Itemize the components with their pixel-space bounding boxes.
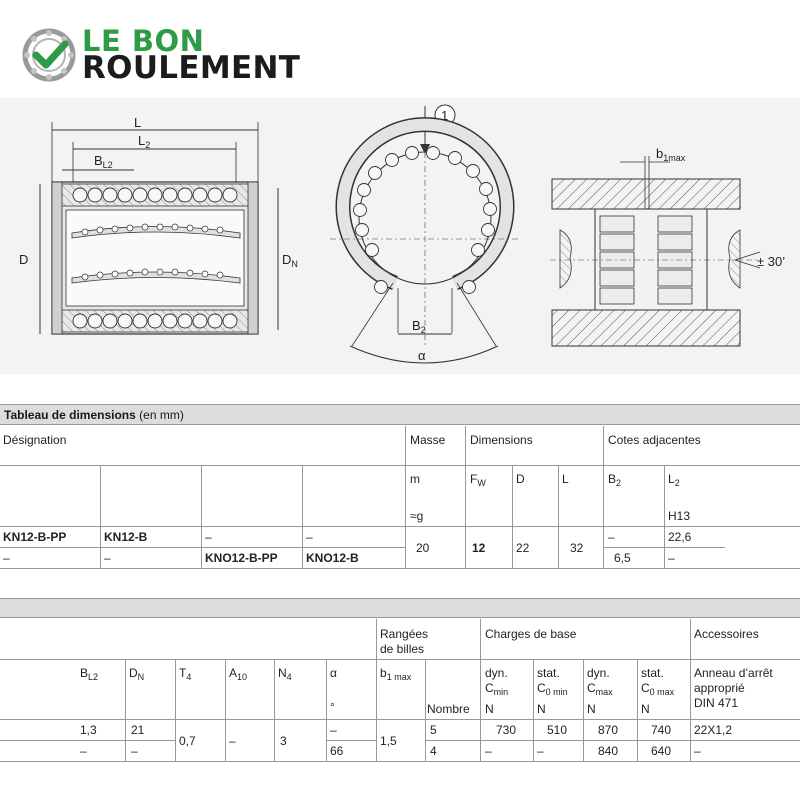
header-rangees: Rangées — [380, 627, 429, 641]
header-accessory-line1: Anneau d’arrêt — [694, 666, 773, 680]
logo-text-bottom: ROULEMENT — [82, 50, 301, 86]
l-value: 32 — [570, 541, 584, 555]
side-section-view — [19, 115, 298, 334]
header-l: L — [562, 472, 569, 486]
d-value: 22 — [516, 541, 530, 555]
label-B2: $B_2$ — [412, 318, 426, 335]
label-b1max: $b_{1max}$ — [656, 146, 686, 163]
header-m: m — [410, 472, 420, 486]
row1-nombre: 5 — [430, 723, 437, 737]
header-masse: Masse — [410, 433, 446, 447]
header-approx-g: ≈g — [410, 509, 424, 523]
label-alpha: α — [418, 348, 426, 363]
row2-alpha: 66 — [330, 744, 344, 758]
a10-value: – — [229, 734, 236, 748]
row2-c0min: – — [537, 744, 544, 758]
header-cotes-adjacentes: Cotes adjacentes — [608, 433, 701, 447]
header-accessory-line3: DIN 471 — [694, 696, 739, 710]
row2-designation-2: – — [104, 551, 111, 565]
label-angle: ± 30’ — [757, 254, 786, 269]
table1-title: Tableau de dimensions (en mm) — [4, 408, 184, 422]
header-n-unit-1: N — [485, 702, 494, 716]
row1-designation-2: KN12-B — [104, 530, 148, 544]
row1-c0max: 740 — [651, 723, 672, 737]
header-n4: $N_4$ — [278, 666, 292, 682]
row2-bl2: – — [80, 744, 87, 758]
row1-designation-1: KN12-B-PP — [3, 530, 67, 544]
header-designation: Désignation — [3, 433, 67, 447]
row2-nombre: 4 — [430, 744, 437, 758]
row1-alpha: – — [330, 723, 337, 737]
row1-dn: 21 — [131, 723, 145, 737]
row2-designation-1: – — [3, 551, 10, 565]
row2-b2: 6,5 — [614, 551, 631, 565]
header-degree: ° — [330, 700, 335, 714]
header-dimensions: Dimensions — [470, 433, 533, 447]
row1-l2: 22,6 — [668, 530, 692, 544]
label-BL2: $B_{L2}$ — [94, 153, 113, 170]
header-b1max: $b_{1 max}$ — [380, 666, 412, 682]
drawing-svg — [0, 98, 800, 374]
label-L2: $L_2$ — [138, 133, 151, 150]
header-dyn-1: dyn. — [485, 666, 508, 680]
row1-bl2: 1,3 — [80, 723, 97, 737]
header-d: D — [516, 472, 525, 486]
header-c0min: $C_{0 min}$ — [537, 681, 568, 697]
row1-cmin: 730 — [496, 723, 517, 737]
header-n-unit-4: N — [641, 702, 650, 716]
header-dn: $D_N$ — [129, 666, 145, 682]
technical-drawing — [0, 98, 800, 374]
header-stat-2: stat. — [641, 666, 664, 680]
row2-accessory: – — [694, 744, 701, 758]
row1-accessory: 22X1,2 — [694, 723, 733, 737]
header-cmin: $C_{min}$ — [485, 681, 509, 697]
row1-cmax: 870 — [598, 723, 619, 737]
table1-title-bar — [0, 404, 800, 425]
row2-c0max: 640 — [651, 744, 672, 758]
row1-c0min: 510 — [547, 723, 568, 737]
header-accessoires: Accessoires — [694, 627, 759, 641]
row1-b2: – — [608, 530, 615, 544]
logo-text-top: LE BON — [82, 24, 205, 58]
cross-section-view — [330, 105, 520, 363]
row2-dn: – — [131, 744, 138, 758]
header-b2: $B_2$ — [608, 472, 622, 488]
header-alpha: α — [330, 666, 337, 680]
housing-section-view — [550, 146, 785, 346]
label-DN: $D_N$ — [282, 252, 298, 269]
n4-value: 3 — [280, 734, 287, 748]
header-stat-1: stat. — [537, 666, 560, 680]
row1-designation-3: – — [205, 530, 212, 544]
bearing-check-icon — [22, 28, 76, 82]
header — [0, 0, 800, 98]
header-nombre: Nombre — [427, 702, 470, 716]
header-de-billes: de billes — [380, 642, 425, 656]
header-charges-de-base: Charges de base — [485, 627, 577, 641]
masse-value: 20 — [416, 541, 430, 555]
row2-cmin: – — [485, 744, 492, 758]
callout-number: 1 — [441, 108, 449, 123]
label-D: D — [19, 252, 29, 267]
header-n-unit-3: N — [587, 702, 596, 716]
t4-value: 0,7 — [179, 734, 196, 748]
header-h13: H13 — [668, 509, 691, 523]
header-t4: $T_4$ — [179, 666, 192, 682]
fw-value: 12 — [472, 541, 486, 555]
b1max-value: 1,5 — [380, 734, 397, 748]
row2-cmax: 840 — [598, 744, 619, 758]
header-n-unit-2: N — [537, 702, 546, 716]
table2-title-bar — [0, 598, 800, 618]
header-fw: $F_W$ — [470, 472, 486, 488]
header-cmax: $C_{max}$ — [587, 681, 613, 697]
header-dyn-2: dyn. — [587, 666, 610, 680]
header-c0max: $C_{0 max}$ — [641, 681, 675, 697]
label-L: L — [134, 115, 142, 130]
row1-designation-4: – — [306, 530, 313, 544]
header-l2: $L_2$ — [668, 472, 680, 488]
header-accessory-line2: approprié — [694, 681, 745, 695]
header-bl2: $B_{L2}$ — [80, 666, 99, 682]
row2-designation-4: KNO12-B — [306, 551, 359, 565]
row2-l2: – — [668, 551, 675, 565]
row2-designation-3: KNO12-B-PP — [205, 551, 278, 565]
header-a10: $A_{10}$ — [229, 666, 248, 682]
